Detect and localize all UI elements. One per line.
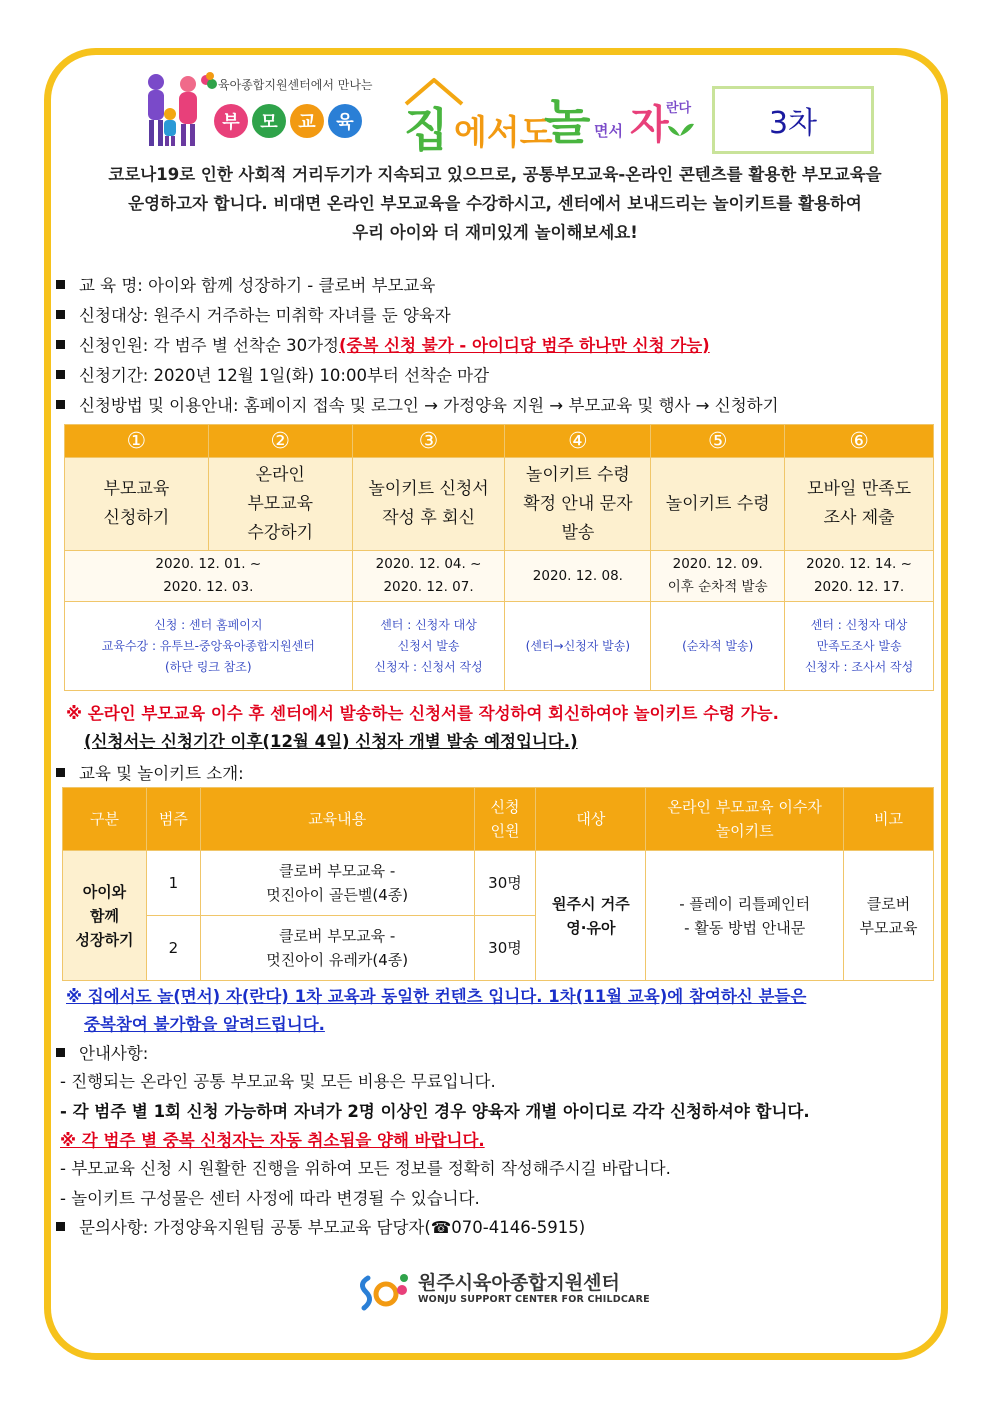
bullet-guide-title: 안내사항:	[56, 1040, 148, 1064]
parent-education-logo	[214, 104, 362, 138]
bullet-period: 신청기간: 2020년 12월 1일(화) 10:00부터 선착순 마감	[56, 362, 489, 386]
intro-line: 운영하고자 합니다. 비대면 온라인 부모교육을 수강하시고, 센터에서 보내드리는 놀이키트를 활용하여	[128, 194, 862, 213]
row-number: 1	[146, 851, 200, 916]
duplicate-content-note-2: 중복참여 불가함을 알려드립니다.	[84, 1015, 325, 1034]
remark-cell: 클로버 부모교육	[844, 851, 934, 981]
row-count: 30명	[474, 916, 536, 981]
title-part: 집	[404, 103, 449, 157]
bullet-square-icon	[56, 1048, 65, 1057]
step-number: ④	[505, 425, 651, 458]
step-number: ⑥	[785, 425, 934, 458]
step-date: 2020. 12. 09. 이후 순차적 발송	[651, 551, 785, 602]
step-desc: (센터→신청자 발송)	[505, 602, 651, 691]
step-label: 온라인 부모교육 수강하기	[208, 458, 352, 551]
category-cell: 아이와 함께 성장하기	[63, 851, 147, 981]
center-logo-icon	[358, 1270, 414, 1314]
logo-circle: 부	[214, 104, 248, 138]
guide-line-warning: ※ 각 범주 별 중복 신청자는 자동 취소됨을 양해 바랍니다.	[60, 1131, 485, 1150]
bullet-square-icon	[56, 370, 65, 379]
title-part: 란다	[666, 101, 692, 116]
footer-center-english: WONJU SUPPORT CENTER FOR CHILDCARE	[418, 1294, 650, 1305]
intro-text	[60, 160, 930, 247]
step-number: ②	[208, 425, 352, 458]
bullet-square-icon	[56, 400, 65, 409]
step-label: 놀이키트 수령 확정 안내 문자 발송	[505, 458, 651, 551]
bullet-edu-name: 교 육 명: 아이와 함께 성장하기 - 클로버 부모교육	[56, 272, 435, 296]
logo-circle: 육	[328, 104, 362, 138]
duplicate-warning: (중복 신청 불가 - 아이디당 범주 하나만 신청 가능)	[339, 336, 710, 355]
step-date: 2020. 12. 04. ~ 2020. 12. 07.	[352, 551, 505, 602]
target-cell: 원주시 거주 영·유아	[536, 851, 646, 981]
row-number: 2	[146, 916, 200, 981]
step-desc: 센터 : 신청자 대상 만족도조사 발송 신청자 : 조사서 작성	[785, 602, 934, 691]
step-label: 놀이키트 수령	[651, 458, 785, 551]
center-subtitle: 육아종합지원센터에서 만나는	[218, 78, 373, 92]
table-row	[63, 851, 934, 916]
guide-line: - 부모교육 신청 시 원활한 진행을 위하여 모든 정보를 정확히 작성해주시길 바랍니다.	[60, 1159, 671, 1178]
step-desc: (순차적 발송)	[651, 602, 785, 691]
form-schedule-note: (신청서는 신청기간 이후(12월 4일) 신청자 개별 발송 예정입니다.)	[84, 732, 578, 751]
logo-circle: 교	[290, 104, 324, 138]
step-label: 부모교육 신청하기	[65, 458, 209, 551]
row-count: 30명	[474, 851, 536, 916]
step-label: 모바일 만족도 조사 제출	[785, 458, 934, 551]
kit-condition-note: ※ 온라인 부모교육 이수 후 센터에서 발송하는 신청서를 작성하여 회신하여야 놀이키트 수령 가능.	[66, 704, 779, 723]
step-date: 2020. 12. 08.	[505, 551, 651, 602]
intro-line: 코로나19로 인한 사회적 거리두기가 지속되고 있으므로, 공통부모교육-온라인 콘텐츠를 활용한 부모교육을	[108, 165, 882, 184]
round-badge: 3차	[712, 86, 874, 154]
step-label: 놀이키트 신청서 작성 후 회신	[352, 458, 505, 551]
bullet-square-icon	[56, 340, 65, 349]
title-part: 에서도	[454, 113, 553, 153]
program-title-art	[398, 74, 698, 164]
guide-line: - 놀이키트 구성물은 센터 사정에 따라 변경될 수 있습니다.	[60, 1189, 480, 1208]
bullet-square-icon	[56, 280, 65, 289]
bullet-capacity: 신청인원: 각 범주 별 선착순 30가정(중복 신청 불가 - 아이디당 범주 하나만 신청 가능)	[56, 332, 710, 356]
title-part: 면서	[594, 122, 623, 140]
step-number: ⑤	[651, 425, 785, 458]
bullet-square-icon	[56, 1222, 65, 1231]
table-header: 범주	[146, 788, 200, 851]
step-date: 2020. 12. 14. ~ 2020. 12. 17.	[785, 551, 934, 602]
process-table	[64, 424, 934, 691]
bullet-square-icon	[56, 310, 65, 319]
duplicate-content-note: ※ 집에서도 놀(면서) 자(란다) 1차 교육과 동일한 컨텐츠 입니다. 1차(11월 교육)에 참여하신 분들은	[66, 987, 807, 1006]
bullet-square-icon	[56, 768, 65, 777]
guide-line: - 진행되는 온라인 공통 부모교육 및 모든 비용은 무료입니다.	[60, 1072, 496, 1091]
title-part: 놀	[544, 94, 591, 150]
table-header: 대상	[536, 788, 646, 851]
footer-center-name: 원주시육아종합지원센터	[418, 1272, 620, 1294]
step-desc: 신청 : 센터 홈페이지 교육수강 : 유투브-중앙육아종합지원센터 (하단 링크 참조)	[65, 602, 353, 691]
bullet-intro-section: 교육 및 놀이키트 소개:	[56, 760, 244, 784]
step-number: ①	[65, 425, 209, 458]
row-content: 클로버 부모교육 - 멋진아이 골든벨(4종)	[200, 851, 474, 916]
table-header: 구분	[63, 788, 147, 851]
table-header: 비고	[844, 788, 934, 851]
table-header: 신청 인원	[474, 788, 536, 851]
intro-line: 우리 아이와 더 재미있게 놀이해보세요!	[352, 223, 638, 242]
row-content: 클로버 부모교육 - 멋진아이 유레카(4종)	[200, 916, 474, 981]
guide-line: - 각 범주 별 1회 신청 가능하며 자녀가 2명 이상인 경우 양육자 개별 아이디로 각각 신청하셔야 합니다.	[60, 1102, 810, 1121]
title-part: 자	[630, 102, 669, 148]
bullet-target: 신청대상: 원주시 거주하는 미취학 자녀를 둔 양육자	[56, 302, 451, 326]
step-desc: 센터 : 신청자 대상 신청서 발송 신청자 : 신청서 작성	[352, 602, 505, 691]
education-table	[62, 787, 934, 981]
logo-circle: 모	[252, 104, 286, 138]
table-header: 온라인 부모교육 이수자 놀이키트	[646, 788, 844, 851]
table-header: 교육내용	[200, 788, 474, 851]
kit-cell: - 플레이 리틀페인터 - 활동 방법 안내문	[646, 851, 844, 981]
bullet-method: 신청방법 및 이용안내: 홈페이지 접속 및 로그인 → 가정양육 지원 → 부모교육 및 행사 → 신청하기	[56, 392, 779, 416]
step-number: ③	[352, 425, 505, 458]
bullet-contact: 문의사항: 가정양육지원팀 공통 부모교육 담당자(☎070-4146-5915)	[56, 1214, 585, 1238]
step-date: 2020. 12. 01. ~ 2020. 12. 03.	[65, 551, 353, 602]
